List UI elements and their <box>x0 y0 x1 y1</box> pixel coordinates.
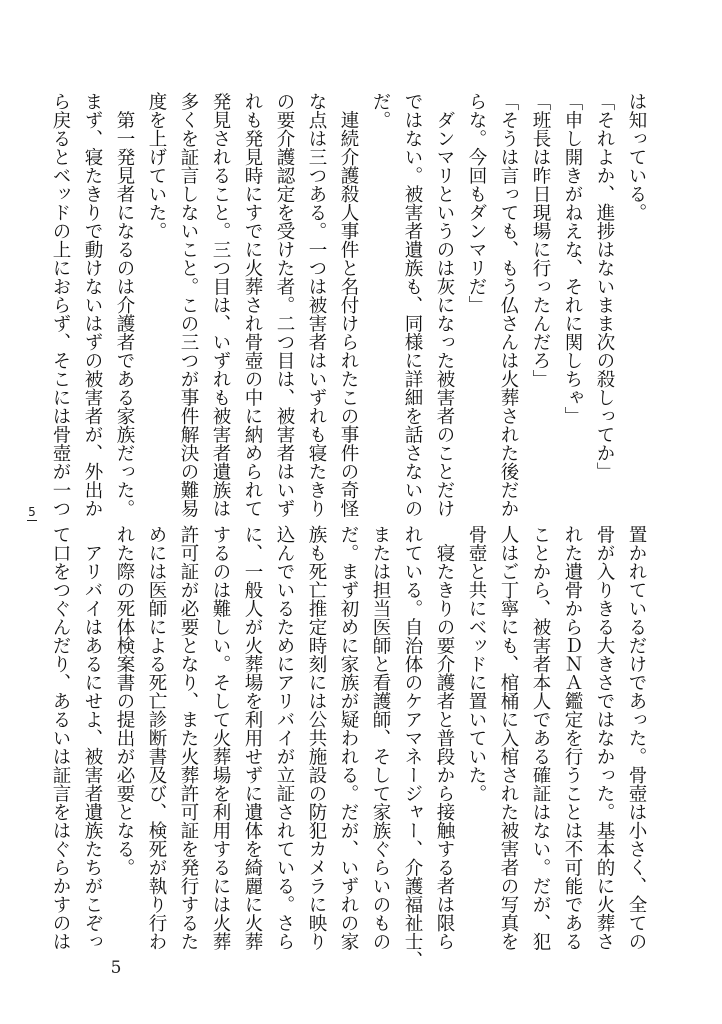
text-line: ら戻るとベッドの上におらず、そこには骨壺が一つ <box>50 92 71 518</box>
text-line: 置かれているだけであった。骨壺は小さく、全ての <box>626 525 647 951</box>
text-line: の要介護認定を受けた者。二つ目は、被害者はいず <box>274 92 295 518</box>
text-line: 連続介護殺人事件と名付けられたこの事件の奇怪 <box>338 92 359 518</box>
page-number: 5 <box>110 958 122 978</box>
text-line: れた遺骨からＤＮＡ鑑定を行うことは不可能である <box>562 525 583 951</box>
text-line: 人はご丁寧にも、棺桶に入棺された被害者の写真を <box>498 525 519 951</box>
upper-text-block <box>50 92 652 518</box>
text-line: めには医師による死亡診断書及び、検死が執り行わ <box>146 525 167 951</box>
text-line: 骨が入りきる大きさではなかった。基本的に火葬さ <box>594 525 615 951</box>
text-line: らな。今回もダンマリだ」 <box>466 92 487 314</box>
text-line: れも発見時にすでに火葬され骨壺の中に納められて <box>242 92 263 518</box>
text-line: まず、寝たきりで動けないはずの被害者が、外出か <box>82 92 103 518</box>
text-line: または担当医師と看護師、そして家族ぐらいのもの <box>370 525 391 951</box>
text-line: アリバイはあるにせよ、被害者遺族たちがこぞっ <box>82 525 103 951</box>
text-line: 「申し開きがねえな、それに関しちゃ」 <box>562 92 583 425</box>
text-line: ではない。被害者遺族も、同様に詳細を話さないの <box>402 92 423 518</box>
side-page-marker: 5 <box>25 505 39 519</box>
text-line: 込んでいるためにアリバイが立証されている。さら <box>274 525 295 951</box>
text-line: だ。 <box>370 92 391 129</box>
text-line: 許可証が必要となり、また火葬許可証を発行するた <box>178 525 199 951</box>
text-line: ダンマリというのは灰になった被害者のことだけ <box>434 92 455 518</box>
text-line: 「それよか、進捗はないまま次の殺しってか」 <box>594 92 615 481</box>
text-line: は知っている。 <box>626 92 647 222</box>
text-line: 「班長は昨日現場に行ったんだろ」 <box>530 92 551 388</box>
text-line: 骨壺と共にベッドに置いていた。 <box>466 525 487 803</box>
text-line: て口をつぐんだり、あるいは証言をはぐらかすのは <box>50 525 71 951</box>
lower-text-block <box>50 525 652 969</box>
text-line: するのは難しい。そして火葬場を利用するには火葬 <box>210 525 231 951</box>
text-line: 発見されること。三つ目は、いずれも被害者遺族は <box>210 92 231 518</box>
text-line: れた際の死体検案書の提出が必要となる。 <box>114 525 135 877</box>
text-line: 「そうは言っても、もう仏さんは火葬された後だか <box>498 92 519 518</box>
text-line: 族も死亡推定時刻には公共施設の防犯カメラに映り <box>306 525 327 951</box>
text-line: ことから、被害者本人である確証はない。だが、犯 <box>530 525 551 951</box>
text-line: 第一発見者になるのは介護者である家族だった。 <box>114 92 135 518</box>
text-line: 寝たきりの要介護者と普段から接触する者は限ら <box>434 525 455 951</box>
text-line: 多くを証言しないこと。この三つが事件解決の難易 <box>178 92 199 518</box>
text-line: 度を上げていた。 <box>146 92 167 240</box>
text-line: だ。まず初めに家族が疑われる。だが、いずれの家 <box>338 525 359 951</box>
text-line: に、一般人が火葬場を利用せずに遺体を綺麗に火葬 <box>242 525 263 951</box>
text-line: れている。自治体のケアマネージャー、介護福祉士、 <box>402 525 423 969</box>
text-line: な点は三つある。一つは被害者はいずれも寝たきり <box>306 92 327 518</box>
